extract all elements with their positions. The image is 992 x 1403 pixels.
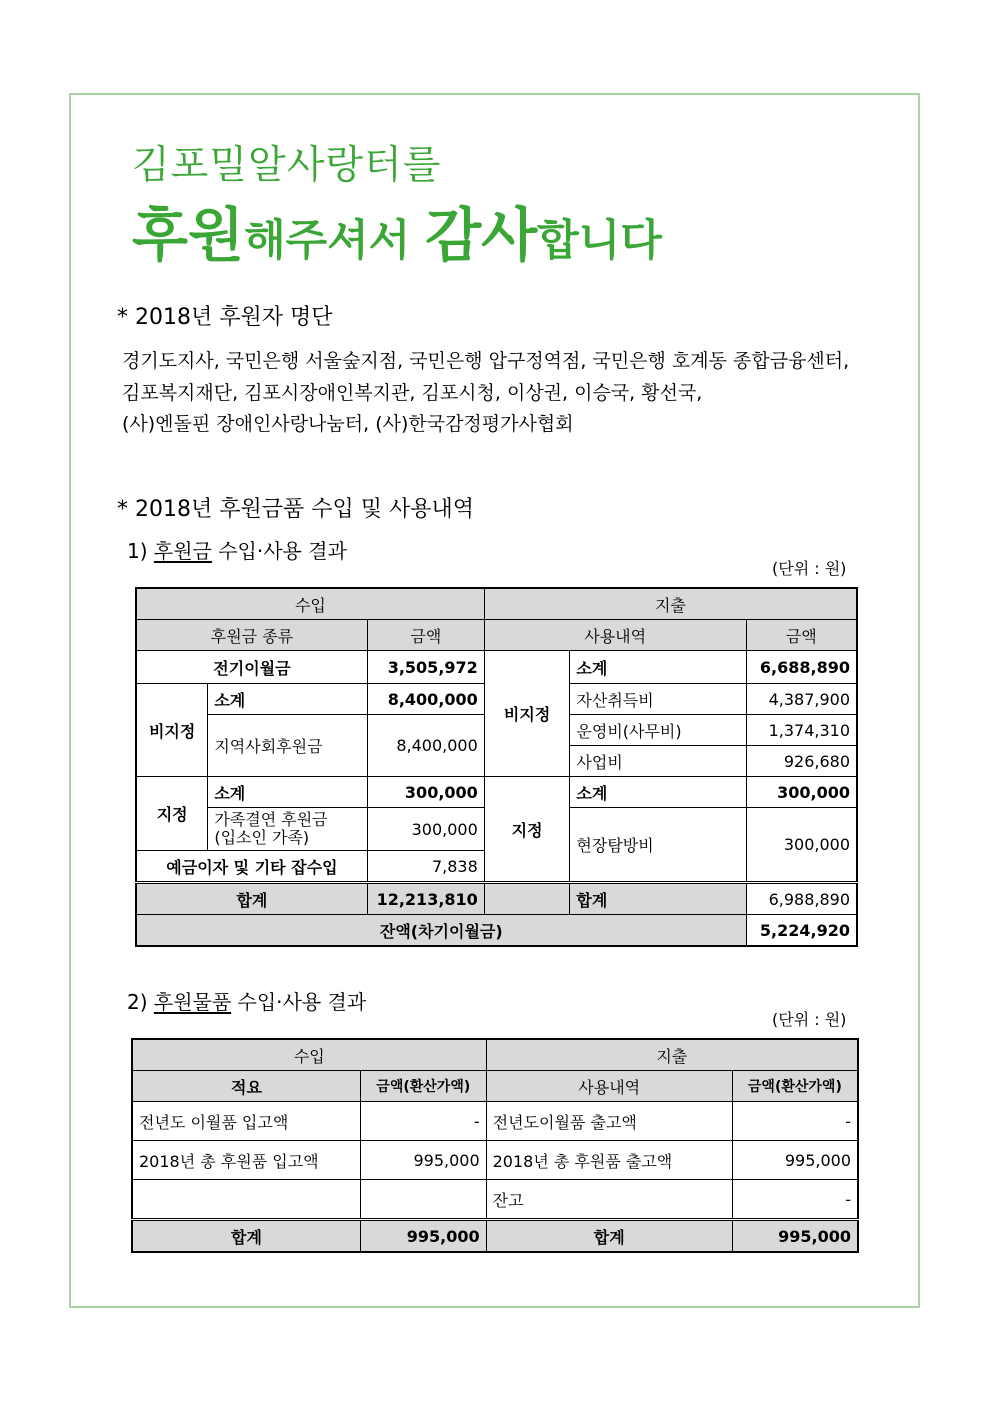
family-donation-label — [208, 808, 368, 851]
business-label: 사업비 — [570, 746, 746, 777]
subheading-1 — [127, 535, 347, 564]
empty-cell — [484, 883, 570, 915]
goods-item: 2018년 총 후원품 입고액 — [132, 1141, 360, 1180]
goods-usage: 2018년 총 후원품 출고액 — [486, 1141, 732, 1180]
income-total-label: 합계 — [136, 883, 367, 915]
subheading-2 — [127, 986, 366, 1015]
carryover-label: 전기이월금 — [136, 651, 367, 684]
table-row — [132, 1141, 858, 1180]
goods-usage: 잔고 — [486, 1180, 732, 1220]
expense-designated-label: 지정 — [484, 777, 570, 883]
title-line-1: 김포밀알사랑터를 — [132, 143, 442, 188]
title-word-ending: 합니다 — [537, 216, 662, 266]
col-amount-expense: 금액 — [746, 620, 857, 651]
goods-expense-header: 지출 — [486, 1039, 858, 1071]
expense-subtotal-value: 6,688,890 — [746, 651, 857, 684]
table-row — [136, 651, 857, 684]
col-goods-amount-expense: 금액(환산가액) — [732, 1071, 858, 1102]
nondesignated-subtotal-value: 8,400,000 — [367, 684, 484, 715]
table-row — [132, 1102, 858, 1141]
expense-nondesignated-label: 비지정 — [484, 651, 570, 777]
expense-header: 지출 — [484, 588, 857, 620]
title-word-gratitude: 감사 — [425, 201, 538, 269]
col-goods-amount: 금액(환산가액) — [360, 1071, 486, 1102]
goods-amount — [360, 1180, 486, 1220]
goods-expense-total-value: 995,000 — [732, 1220, 858, 1253]
goods-amount: 995,000 — [360, 1141, 486, 1180]
table-row — [136, 588, 857, 620]
col-item: 적요 — [132, 1071, 360, 1102]
unit-label-2: (단위 : 원) — [772, 1010, 847, 1029]
table-row — [132, 1220, 858, 1253]
table-row — [136, 883, 857, 915]
goods-income-total-value: 995,000 — [360, 1220, 486, 1253]
unit-label-1: (단위 : 원) — [772, 559, 847, 578]
field-trip-label: 현장탐방비 — [570, 808, 746, 883]
designated-subtotal-label: 소계 — [208, 777, 368, 808]
designated-label: 지정 — [136, 777, 208, 851]
title-word-thanks-for: 해주셔서 — [244, 216, 426, 266]
balance-value: 5,224,920 — [746, 915, 857, 947]
goods-amount-expense: - — [732, 1180, 858, 1220]
title-line-2 — [132, 188, 662, 272]
expense-subtotal-label: 소계 — [570, 651, 746, 684]
goods-income-total-label: 합계 — [132, 1220, 360, 1253]
col-amount: 금액 — [367, 620, 484, 651]
col-usage: 사용내역 — [484, 620, 746, 651]
title-word-sponsor: 후원 — [132, 201, 245, 269]
donor-line-1: 경기도지사, 국민은행 서울숲지점, 국민은행 압구정역점, 국민은행 호계동 종합금융센터, — [122, 350, 850, 372]
family-donation-label-line-1: 가족결연 후원금 — [214, 810, 328, 829]
table-row — [132, 1180, 858, 1220]
section-heading: * 2018년 후원금품 수입 및 사용내역 — [117, 497, 474, 522]
table-row — [132, 1071, 858, 1102]
income-total-value: 12,213,810 — [367, 883, 484, 915]
interest-label: 예금이자 및 기타 잡수입 — [136, 851, 367, 883]
table-row — [136, 620, 857, 651]
nondesignated-label: 비지정 — [136, 684, 208, 777]
asset-label: 자산취득비 — [570, 684, 746, 715]
asset-value: 4,387,900 — [746, 684, 857, 715]
expense-total-label: 합계 — [570, 883, 746, 915]
subheading-2-rest: 수입·사용 결과 — [231, 990, 367, 1014]
goods-amount-expense: 995,000 — [732, 1141, 858, 1180]
operating-label: 운영비(사무비) — [570, 715, 746, 746]
carryover-value: 3,505,972 — [367, 651, 484, 684]
col-goods-usage: 사용내역 — [486, 1071, 732, 1102]
goods-income-header: 수입 — [132, 1039, 486, 1071]
operating-value: 1,374,310 — [746, 715, 857, 746]
col-donation-type: 후원금 종류 — [136, 620, 367, 651]
subheading-1-keyword: 후원금 — [153, 539, 212, 563]
goods-usage: 전년도이월품 출고액 — [486, 1102, 732, 1141]
family-donation-value: 300,000 — [367, 808, 484, 851]
expense-designated-subtotal-label: 소계 — [570, 777, 746, 808]
donation-money-table — [135, 587, 858, 947]
designated-subtotal-value: 300,000 — [367, 777, 484, 808]
table-row — [132, 1039, 858, 1071]
goods-amount: - — [360, 1102, 486, 1141]
community-donation-label: 지역사회후원금 — [208, 715, 368, 777]
goods-item — [132, 1180, 360, 1220]
donor-list-heading: * 2018년 후원자 명단 — [117, 305, 333, 330]
subheading-1-number: 1) — [127, 539, 154, 563]
community-donation-value: 8,400,000 — [367, 715, 484, 777]
interest-value: 7,838 — [367, 851, 484, 883]
balance-label: 잔액(차기이월금) — [136, 915, 746, 947]
subheading-2-keyword: 후원물품 — [153, 990, 232, 1014]
donation-goods-table — [131, 1038, 859, 1253]
goods-expense-total-label: 합계 — [486, 1220, 732, 1253]
goods-amount-expense: - — [732, 1102, 858, 1141]
family-donation-label-line-2: (입소인 가족) — [214, 828, 310, 847]
subheading-2-number: 2) — [127, 990, 154, 1014]
table-row — [136, 777, 857, 808]
goods-item: 전년도 이월품 입고액 — [132, 1102, 360, 1141]
subheading-1-rest: 수입·사용 결과 — [211, 539, 347, 563]
expense-total-value: 6,988,890 — [746, 883, 857, 915]
table-row — [136, 915, 857, 947]
expense-designated-subtotal-value: 300,000 — [746, 777, 857, 808]
donor-line-2: 김포복지재단, 김포시장애인복지관, 김포시청, 이상권, 이승국, 황선국, — [122, 382, 703, 404]
income-header: 수입 — [136, 588, 484, 620]
nondesignated-subtotal-label: 소계 — [208, 684, 368, 715]
donor-line-3: (사)엔돌핀 장애인사랑나눔터, (사)한국감정평가사협회 — [122, 413, 574, 435]
field-trip-value: 300,000 — [746, 808, 857, 883]
business-value: 926,680 — [746, 746, 857, 777]
